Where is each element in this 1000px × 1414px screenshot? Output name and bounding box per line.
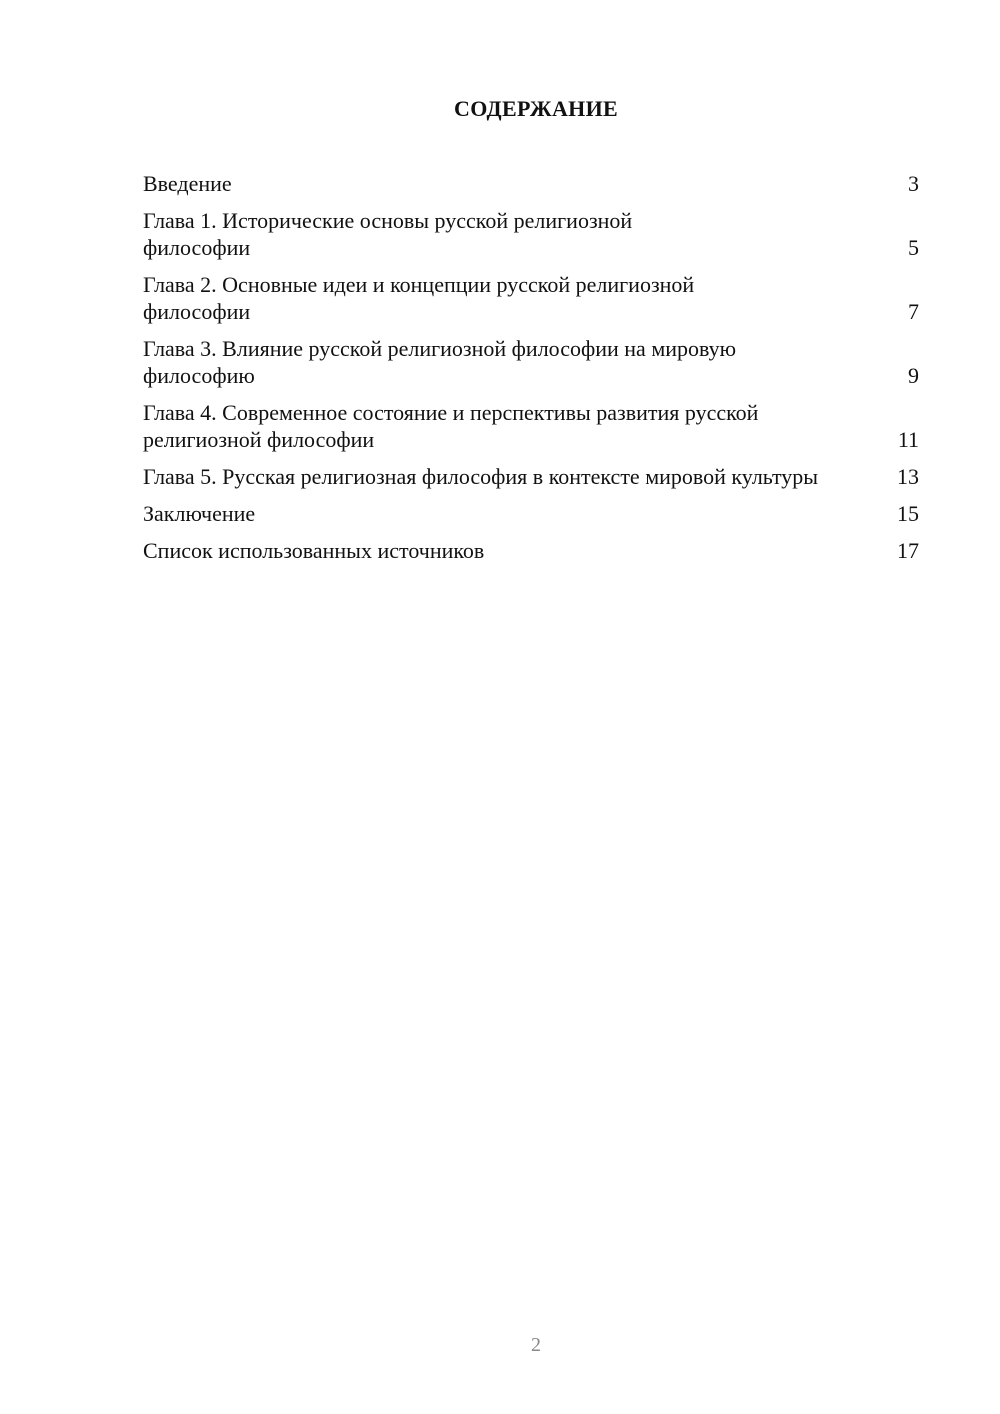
toc-entry-label: Глава 5. Русская религиозная философия в контексте мировой культуры <box>143 464 819 489</box>
toc-entry-page: 3 <box>908 171 919 196</box>
toc-entry-label: Глава 2. Основные идеи и концепции русской религиозной философии <box>143 272 695 324</box>
toc-entry-chapter-5 <box>143 463 919 490</box>
toc-entry-label: Список использованных источников <box>143 538 485 563</box>
toc-entry-page: 5 <box>908 235 919 260</box>
table-of-contents <box>143 170 919 574</box>
toc-entry-label: Заключение <box>143 501 256 526</box>
toc-entry-label: Глава 3. Влияние русской религиозной философии на мировую философию <box>143 336 737 388</box>
toc-entry-label: Глава 1. Исторические основы русской религиозной философии <box>143 208 633 260</box>
toc-entry-label: Введение <box>143 171 232 196</box>
toc-entry-chapter-3 <box>143 335 919 389</box>
toc-entry-introduction <box>143 170 919 197</box>
toc-entry-page: 17 <box>897 538 919 563</box>
toc-entry-label: Глава 4. Современное состояние и перспективы развития русской религиозной философии <box>143 400 759 452</box>
toc-entry-chapter-2 <box>143 271 919 325</box>
toc-entry-page: 11 <box>897 427 919 452</box>
toc-entry-references <box>143 537 919 564</box>
toc-entry-conclusion <box>143 500 919 527</box>
toc-entry-chapter-4 <box>143 399 919 453</box>
page-number: 2 <box>531 1334 541 1356</box>
toc-entry-chapter-1 <box>143 207 919 261</box>
toc-entry-page: 15 <box>897 501 919 526</box>
toc-entry-page: 13 <box>897 464 919 489</box>
toc-entry-page: 9 <box>908 363 919 388</box>
toc-title: СОДЕРЖАНИЕ <box>454 96 618 121</box>
toc-entry-page: 7 <box>908 299 919 324</box>
